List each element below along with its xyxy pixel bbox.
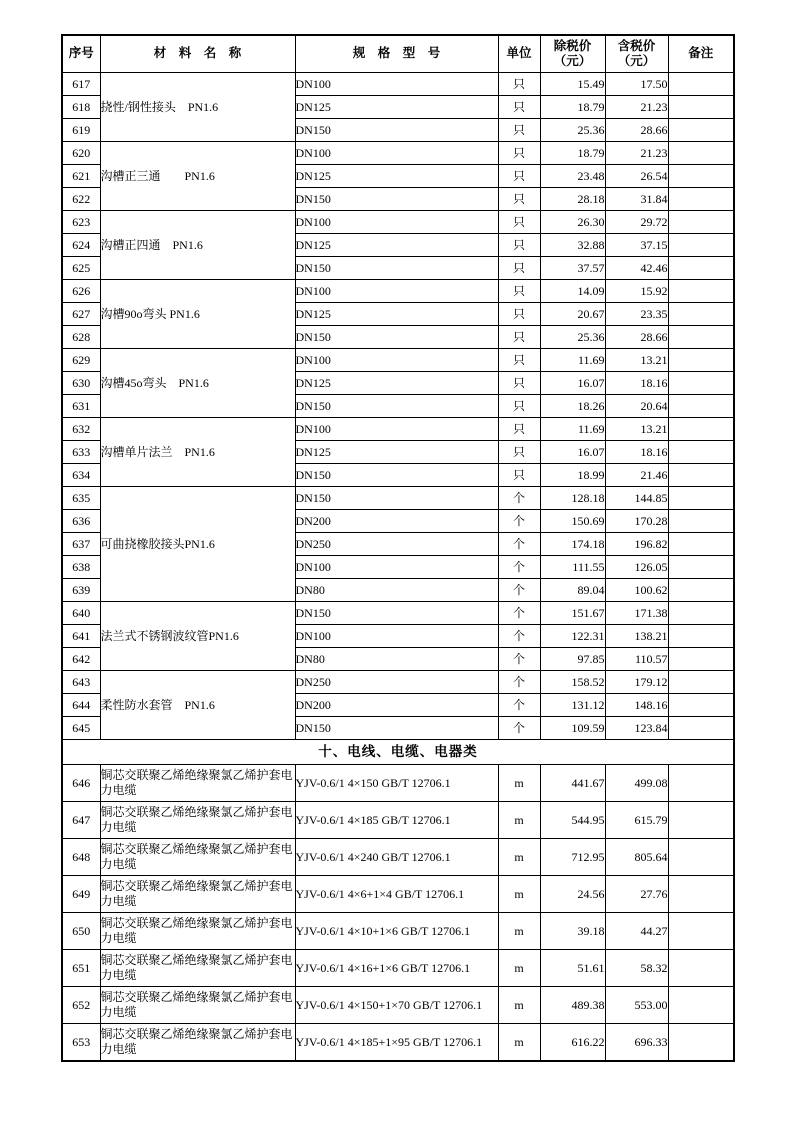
- cell-material-name: 铜芯交联聚乙烯绝缘聚氯乙烯护套电力电缆: [100, 1024, 295, 1062]
- cell-unit: m: [498, 913, 540, 950]
- material-price-table: [61, 34, 735, 1062]
- cell-price-inctax: 126.05: [605, 556, 668, 579]
- cell-price-inctax: 29.72: [605, 211, 668, 234]
- cell-note: [668, 280, 734, 303]
- cell-note: [668, 602, 734, 625]
- cell-note: [668, 257, 734, 280]
- cell-spec: DN100: [295, 280, 498, 303]
- cell-spec: DN150: [295, 326, 498, 349]
- cell-material-name: 沟槽单片法兰 PN1.6: [100, 418, 295, 487]
- cell-price-inctax: 171.38: [605, 602, 668, 625]
- cell-price-extax: 158.52: [540, 671, 605, 694]
- cell-unit: 只: [498, 372, 540, 395]
- cell-unit: 只: [498, 119, 540, 142]
- cell-price-inctax: 110.57: [605, 648, 668, 671]
- cell-price-inctax: 42.46: [605, 257, 668, 280]
- cell-price-extax: 11.69: [540, 349, 605, 372]
- table-row: [62, 913, 734, 950]
- cell-unit: m: [498, 950, 540, 987]
- header-row: [62, 35, 734, 73]
- header-serial: 序号: [62, 35, 100, 73]
- table-row: [62, 349, 734, 372]
- cell-unit: 个: [498, 533, 540, 556]
- cell-spec: DN100: [295, 142, 498, 165]
- cell-unit: 个: [498, 694, 540, 717]
- cell-material-name: 铜芯交联聚乙烯绝缘聚氯乙烯护套电力电缆: [100, 987, 295, 1024]
- cell-spec: YJV-0.6/1 4×240 GB/T 12706.1: [295, 839, 498, 876]
- cell-price-extax: 174.18: [540, 533, 605, 556]
- cell-price-extax: 128.18: [540, 487, 605, 510]
- cell-serial: 650: [62, 913, 100, 950]
- cell-serial: 634: [62, 464, 100, 487]
- cell-serial: 628: [62, 326, 100, 349]
- cell-unit: 个: [498, 671, 540, 694]
- cell-price-inctax: 28.66: [605, 119, 668, 142]
- cell-price-inctax: 15.92: [605, 280, 668, 303]
- cell-price-extax: 23.48: [540, 165, 605, 188]
- cell-serial: 653: [62, 1024, 100, 1062]
- cell-unit: 只: [498, 441, 540, 464]
- cell-price-extax: 97.85: [540, 648, 605, 671]
- cell-serial: 631: [62, 395, 100, 418]
- cell-material-name: 可曲挠橡胶接头PN1.6: [100, 487, 295, 602]
- table-row: [62, 1024, 734, 1062]
- cell-serial: 645: [62, 717, 100, 740]
- cell-note: [668, 648, 734, 671]
- cell-spec: YJV-0.6/1 4×6+1×4 GB/T 12706.1: [295, 876, 498, 913]
- cell-serial: 630: [62, 372, 100, 395]
- cell-price-inctax: 144.85: [605, 487, 668, 510]
- cell-unit: 个: [498, 510, 540, 533]
- cell-spec: DN80: [295, 579, 498, 602]
- cell-unit: 只: [498, 464, 540, 487]
- cell-serial: 637: [62, 533, 100, 556]
- cell-price-extax: 616.22: [540, 1024, 605, 1062]
- table-row: [62, 487, 734, 510]
- cell-spec: DN250: [295, 533, 498, 556]
- cell-serial: 651: [62, 950, 100, 987]
- cell-material-name: 沟槽正四通 PN1.6: [100, 211, 295, 280]
- table-row: [62, 987, 734, 1024]
- cell-serial: 648: [62, 839, 100, 876]
- cell-serial: 638: [62, 556, 100, 579]
- cell-price-inctax: 123.84: [605, 717, 668, 740]
- cell-spec: DN125: [295, 441, 498, 464]
- cell-price-extax: 11.69: [540, 418, 605, 441]
- cell-spec: DN150: [295, 119, 498, 142]
- cell-spec: YJV-0.6/1 4×150 GB/T 12706.1: [295, 765, 498, 802]
- cell-spec: YJV-0.6/1 4×185 GB/T 12706.1: [295, 802, 498, 839]
- cell-price-extax: 131.12: [540, 694, 605, 717]
- cell-note: [668, 913, 734, 950]
- cell-price-inctax: 196.82: [605, 533, 668, 556]
- cell-note: [668, 441, 734, 464]
- cell-serial: 620: [62, 142, 100, 165]
- header-note: 备注: [668, 35, 734, 73]
- cell-spec: DN150: [295, 717, 498, 740]
- cell-spec: DN100: [295, 73, 498, 96]
- cell-note: [668, 876, 734, 913]
- cell-price-extax: 111.55: [540, 556, 605, 579]
- cell-note: [668, 464, 734, 487]
- cell-unit: m: [498, 802, 540, 839]
- cell-price-inctax: 553.00: [605, 987, 668, 1024]
- cell-serial: 652: [62, 987, 100, 1024]
- cell-price-inctax: 27.76: [605, 876, 668, 913]
- cell-serial: 618: [62, 96, 100, 119]
- table-row: [62, 671, 734, 694]
- cell-price-inctax: 13.21: [605, 418, 668, 441]
- cell-unit: 只: [498, 188, 540, 211]
- table-row: [62, 802, 734, 839]
- cell-spec: DN100: [295, 349, 498, 372]
- cell-spec: DN100: [295, 556, 498, 579]
- cell-price-extax: 18.99: [540, 464, 605, 487]
- cell-unit: m: [498, 876, 540, 913]
- cell-unit: 个: [498, 625, 540, 648]
- cell-price-extax: 24.56: [540, 876, 605, 913]
- cell-unit: 个: [498, 717, 540, 740]
- cell-spec: YJV-0.6/1 4×16+1×6 GB/T 12706.1: [295, 950, 498, 987]
- cell-serial: 640: [62, 602, 100, 625]
- cell-note: [668, 211, 734, 234]
- cell-price-extax: 16.07: [540, 441, 605, 464]
- cell-price-extax: 18.79: [540, 96, 605, 119]
- cell-material-name: 柔性防水套管 PN1.6: [100, 671, 295, 740]
- table-header: [62, 35, 734, 73]
- cell-spec: DN250: [295, 671, 498, 694]
- cell-unit: 只: [498, 349, 540, 372]
- cell-price-extax: 544.95: [540, 802, 605, 839]
- cell-note: [668, 950, 734, 987]
- header-unit: 单位: [498, 35, 540, 73]
- cell-spec: DN200: [295, 510, 498, 533]
- cell-material-name: 铜芯交联聚乙烯绝缘聚氯乙烯护套电力电缆: [100, 950, 295, 987]
- cell-serial: 649: [62, 876, 100, 913]
- cell-material-name: 沟槽45o弯头 PN1.6: [100, 349, 295, 418]
- cell-serial: 641: [62, 625, 100, 648]
- cell-serial: 617: [62, 73, 100, 96]
- cell-price-inctax: 100.62: [605, 579, 668, 602]
- cell-price-extax: 28.18: [540, 188, 605, 211]
- header-price-inctax-line2: （元）: [617, 54, 656, 68]
- cell-spec: DN150: [295, 602, 498, 625]
- section-title: 十、电线、电缆、电器类: [62, 740, 734, 765]
- cell-spec: DN125: [295, 372, 498, 395]
- cell-price-extax: 18.79: [540, 142, 605, 165]
- cell-serial: 626: [62, 280, 100, 303]
- cell-note: [668, 671, 734, 694]
- cell-unit: m: [498, 765, 540, 802]
- cell-unit: 只: [498, 395, 540, 418]
- cell-unit: 只: [498, 96, 540, 119]
- cell-unit: 个: [498, 556, 540, 579]
- table-row: [62, 839, 734, 876]
- cell-price-inctax: 58.32: [605, 950, 668, 987]
- cell-note: [668, 73, 734, 96]
- table-row: [62, 73, 734, 96]
- cell-note: [668, 372, 734, 395]
- cell-price-extax: 150.69: [540, 510, 605, 533]
- cell-spec: DN150: [295, 188, 498, 211]
- cell-price-inctax: 21.23: [605, 142, 668, 165]
- cell-note: [668, 96, 734, 119]
- cell-price-extax: 25.36: [540, 119, 605, 142]
- cell-price-inctax: 138.21: [605, 625, 668, 648]
- cell-unit: m: [498, 839, 540, 876]
- cell-unit: 只: [498, 303, 540, 326]
- cell-spec: DN125: [295, 165, 498, 188]
- cell-note: [668, 188, 734, 211]
- cell-price-inctax: 21.46: [605, 464, 668, 487]
- cell-unit: 个: [498, 602, 540, 625]
- cell-price-extax: 489.38: [540, 987, 605, 1024]
- cell-unit: 只: [498, 280, 540, 303]
- table-row: [62, 950, 734, 987]
- cell-note: [668, 326, 734, 349]
- cell-price-inctax: 18.16: [605, 372, 668, 395]
- cell-material-name: 铜芯交联聚乙烯绝缘聚氯乙烯护套电力电缆: [100, 913, 295, 950]
- cell-price-inctax: 18.16: [605, 441, 668, 464]
- cell-price-extax: 16.07: [540, 372, 605, 395]
- cell-unit: 个: [498, 487, 540, 510]
- cell-spec: YJV-0.6/1 4×185+1×95 GB/T 12706.1: [295, 1024, 498, 1062]
- cell-unit: m: [498, 987, 540, 1024]
- cell-spec: DN125: [295, 96, 498, 119]
- cell-price-inctax: 499.08: [605, 765, 668, 802]
- cell-note: [668, 625, 734, 648]
- cell-price-extax: 441.67: [540, 765, 605, 802]
- cell-material-name: 挠性/钢性接头 PN1.6: [100, 73, 295, 142]
- price-table-body: [62, 73, 734, 1062]
- cell-spec: YJV-0.6/1 4×150+1×70 GB/T 12706.1: [295, 987, 498, 1024]
- cell-note: [668, 717, 734, 740]
- cell-material-name: 沟槽正三通 PN1.6: [100, 142, 295, 211]
- cell-price-inctax: 17.50: [605, 73, 668, 96]
- cell-price-extax: 15.49: [540, 73, 605, 96]
- cell-price-inctax: 26.54: [605, 165, 668, 188]
- cell-serial: 624: [62, 234, 100, 257]
- cell-serial: 623: [62, 211, 100, 234]
- cell-serial: 625: [62, 257, 100, 280]
- cell-note: [668, 418, 734, 441]
- cell-serial: 633: [62, 441, 100, 464]
- cell-spec: DN100: [295, 211, 498, 234]
- cell-spec: YJV-0.6/1 4×10+1×6 GB/T 12706.1: [295, 913, 498, 950]
- cell-material-name: 铜芯交联聚乙烯绝缘聚氯乙烯护套电力电缆: [100, 839, 295, 876]
- cell-price-inctax: 696.33: [605, 1024, 668, 1062]
- cell-unit: 只: [498, 165, 540, 188]
- cell-note: [668, 395, 734, 418]
- cell-serial: 621: [62, 165, 100, 188]
- header-price-extax: [540, 35, 605, 73]
- header-price-inctax-line1: 含税价: [617, 39, 656, 53]
- cell-price-inctax: 37.15: [605, 234, 668, 257]
- cell-price-inctax: 44.27: [605, 913, 668, 950]
- cell-price-inctax: 13.21: [605, 349, 668, 372]
- cell-unit: 只: [498, 234, 540, 257]
- header-material-name: 材 料 名 称: [100, 35, 295, 73]
- table-row: [62, 876, 734, 913]
- table-row: [62, 602, 734, 625]
- cell-material-name: 沟槽90o弯头 PN1.6: [100, 280, 295, 349]
- cell-unit: 只: [498, 257, 540, 280]
- section-header-row: [62, 740, 734, 765]
- cell-price-inctax: 21.23: [605, 96, 668, 119]
- cell-spec: DN200: [295, 694, 498, 717]
- cell-price-extax: 151.67: [540, 602, 605, 625]
- cell-serial: 627: [62, 303, 100, 326]
- cell-unit: 只: [498, 211, 540, 234]
- table-row: [62, 142, 734, 165]
- cell-serial: 635: [62, 487, 100, 510]
- cell-serial: 639: [62, 579, 100, 602]
- cell-price-inctax: 170.28: [605, 510, 668, 533]
- cell-serial: 644: [62, 694, 100, 717]
- cell-note: [668, 510, 734, 533]
- cell-serial: 619: [62, 119, 100, 142]
- cell-unit: 个: [498, 579, 540, 602]
- cell-price-extax: 14.09: [540, 280, 605, 303]
- cell-price-inctax: 179.12: [605, 671, 668, 694]
- cell-spec: DN150: [295, 487, 498, 510]
- cell-note: [668, 694, 734, 717]
- cell-spec: DN100: [295, 418, 498, 441]
- header-price-extax-line1: 除税价: [553, 39, 592, 53]
- cell-material-name: 铜芯交联聚乙烯绝缘聚氯乙烯护套电力电缆: [100, 876, 295, 913]
- cell-material-name: 铜芯交联聚乙烯绝缘聚氯乙烯护套电力电缆: [100, 765, 295, 802]
- cell-price-inctax: 23.35: [605, 303, 668, 326]
- cell-note: [668, 556, 734, 579]
- cell-spec: DN100: [295, 625, 498, 648]
- cell-note: [668, 579, 734, 602]
- cell-price-inctax: 805.64: [605, 839, 668, 876]
- cell-price-extax: 26.30: [540, 211, 605, 234]
- cell-note: [668, 142, 734, 165]
- cell-serial: 647: [62, 802, 100, 839]
- cell-price-extax: 109.59: [540, 717, 605, 740]
- cell-serial: 622: [62, 188, 100, 211]
- cell-material-name: 法兰式不锈钢波纹管PN1.6: [100, 602, 295, 671]
- cell-note: [668, 765, 734, 802]
- table-row: [62, 280, 734, 303]
- cell-unit: 只: [498, 142, 540, 165]
- cell-note: [668, 802, 734, 839]
- cell-spec: DN80: [295, 648, 498, 671]
- cell-price-inctax: 615.79: [605, 802, 668, 839]
- cell-spec: DN150: [295, 464, 498, 487]
- cell-note: [668, 533, 734, 556]
- cell-note: [668, 987, 734, 1024]
- cell-unit: 个: [498, 648, 540, 671]
- cell-price-extax: 39.18: [540, 913, 605, 950]
- cell-note: [668, 303, 734, 326]
- table-row: [62, 765, 734, 802]
- table-row: [62, 211, 734, 234]
- cell-serial: 643: [62, 671, 100, 694]
- cell-spec: DN150: [295, 257, 498, 280]
- header-price-extax-line2: （元）: [553, 54, 592, 68]
- cell-price-inctax: 28.66: [605, 326, 668, 349]
- cell-price-extax: 122.31: [540, 625, 605, 648]
- cell-serial: 632: [62, 418, 100, 441]
- cell-price-inctax: 148.16: [605, 694, 668, 717]
- cell-note: [668, 1024, 734, 1062]
- cell-price-extax: 712.95: [540, 839, 605, 876]
- cell-price-extax: 51.61: [540, 950, 605, 987]
- cell-note: [668, 234, 734, 257]
- cell-note: [668, 839, 734, 876]
- cell-unit: m: [498, 1024, 540, 1062]
- cell-unit: 只: [498, 73, 540, 96]
- cell-note: [668, 487, 734, 510]
- cell-price-extax: 25.36: [540, 326, 605, 349]
- header-spec: 规 格 型 号: [295, 35, 498, 73]
- cell-unit: 只: [498, 326, 540, 349]
- cell-note: [668, 165, 734, 188]
- cell-spec: DN125: [295, 303, 498, 326]
- header-price-inctax: [605, 35, 668, 73]
- cell-price-inctax: 20.64: [605, 395, 668, 418]
- cell-note: [668, 119, 734, 142]
- cell-price-extax: 20.67: [540, 303, 605, 326]
- cell-price-inctax: 31.84: [605, 188, 668, 211]
- cell-price-extax: 18.26: [540, 395, 605, 418]
- cell-unit: 只: [498, 418, 540, 441]
- cell-spec: DN150: [295, 395, 498, 418]
- cell-material-name: 铜芯交联聚乙烯绝缘聚氯乙烯护套电力电缆: [100, 802, 295, 839]
- cell-serial: 642: [62, 648, 100, 671]
- table-row: [62, 418, 734, 441]
- cell-serial: 636: [62, 510, 100, 533]
- cell-spec: DN125: [295, 234, 498, 257]
- cell-serial: 646: [62, 765, 100, 802]
- cell-price-extax: 89.04: [540, 579, 605, 602]
- cell-price-extax: 32.88: [540, 234, 605, 257]
- cell-price-extax: 37.57: [540, 257, 605, 280]
- cell-note: [668, 349, 734, 372]
- cell-serial: 629: [62, 349, 100, 372]
